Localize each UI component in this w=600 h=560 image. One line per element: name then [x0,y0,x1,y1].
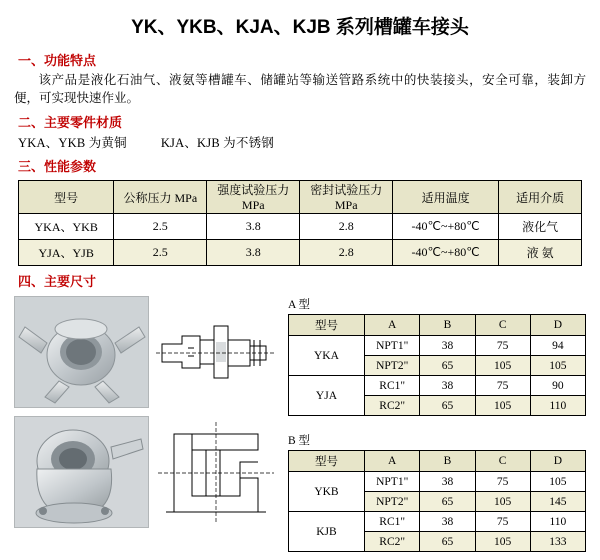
type-label-a: A 型 [288,299,311,311]
cell-model: YJA、YJB [19,240,114,266]
dimensions-section [0,296,600,548]
th-b: B [420,451,475,472]
table-row [289,336,586,356]
table-row [289,472,586,492]
cell-b: 38 [420,376,475,396]
cell-c: 75 [475,376,530,396]
product-photo-a [14,296,149,408]
th-strength-pressure: 强度试验压力 MPa [207,181,300,214]
cell-d: 133 [530,532,585,552]
material-line [0,131,600,151]
product-photo-b [14,416,149,528]
cell-model: YKB [289,472,365,512]
cell-a: RC2" [364,532,420,552]
cell-a: RC1" [364,376,420,396]
performance-table [18,180,582,266]
th-temperature: 适用温度 [393,181,499,214]
features-text: 该产品是液化石油气、液氨等槽罐车、储罐站等输送管路系统中的快装接头，安全可靠，装卸方便，可实现快速作业。 [14,73,586,105]
cell-b: 65 [420,356,475,376]
technical-drawing-b [154,416,278,528]
th-model: 型号 [19,181,114,214]
cell-model: YKA、YKB [19,214,114,240]
table-header-row [289,315,586,336]
table-row [19,214,582,240]
th-medium: 适用介质 [499,181,582,214]
cell-model: YJA [289,376,365,416]
table-row [289,376,586,396]
cell-b: 38 [420,512,475,532]
cell-seal-pressure: 2.8 [300,214,393,240]
cell-c: 105 [475,396,530,416]
technical-drawing-a [154,296,278,408]
cell-medium: 液 氨 [499,240,582,266]
cell-c: 75 [475,512,530,532]
dimension-table-b [288,450,586,552]
th-d: D [530,315,585,336]
cell-model: KJB [289,512,365,552]
th-b: B [420,315,475,336]
cell-b: 65 [420,532,475,552]
type-label-b: B 型 [288,435,311,447]
material-left: YKA、YKB 为黄铜 [18,136,127,150]
cell-nominal-pressure: 2.5 [114,240,207,266]
cell-strength-pressure: 3.8 [207,240,300,266]
cell-a: NPT1" [364,472,420,492]
table-row [289,512,586,532]
cell-b: 65 [420,492,475,512]
table-row [19,240,582,266]
page-title: YK、YKB、KJA、KJB 系列槽罐车接头 [131,17,469,38]
th-model: 型号 [289,451,365,472]
cell-c: 75 [475,472,530,492]
images-column [14,296,280,536]
cell-c: 75 [475,336,530,356]
th-d: D [530,451,585,472]
cell-temperature: -40℃~+80℃ [393,240,499,266]
section-heading-features: 一、功能特点 [18,53,97,68]
cell-c: 105 [475,492,530,512]
section-heading-material: 二、主要零件材质 [18,115,123,130]
cell-strength-pressure: 3.8 [207,214,300,240]
cell-d: 105 [530,356,585,376]
cell-seal-pressure: 2.8 [300,240,393,266]
th-seal-pressure: 密封试验压力 MPa [300,181,393,214]
photo-row-a [14,296,280,410]
cell-nominal-pressure: 2.5 [114,214,207,240]
cell-d: 110 [530,512,585,532]
cell-b: 38 [420,472,475,492]
dimension-block-a [288,296,588,416]
th-c: C [475,451,530,472]
cell-d: 145 [530,492,585,512]
cell-d: 105 [530,472,585,492]
cell-b: 65 [420,396,475,416]
section-heading-performance: 三、性能参数 [18,159,97,174]
cell-d: 110 [530,396,585,416]
cell-model: YKA [289,336,365,376]
cell-a: RC2" [364,396,420,416]
cell-a: NPT2" [364,356,420,376]
features-paragraph [0,69,600,107]
table-header-row [289,451,586,472]
table-header-row [19,181,582,214]
cell-b: 38 [420,336,475,356]
dimension-table-a [288,314,586,416]
cell-a: NPT2" [364,492,420,512]
section-heading-dimensions: 四、主要尺寸 [18,274,97,289]
material-right: KJA、KJB 为不锈钢 [160,136,274,150]
th-a: A [364,451,420,472]
photo-row-b [14,416,280,530]
th-c: C [475,315,530,336]
cell-c: 105 [475,356,530,376]
cell-d: 94 [530,336,585,356]
cell-medium: 液化气 [499,214,582,240]
cell-a: RC1" [364,512,420,532]
dimension-block-b [288,432,588,552]
tables-column [288,296,588,560]
th-nominal-pressure: 公称压力 MPa [114,181,207,214]
cell-temperature: -40℃~+80℃ [393,214,499,240]
th-a: A [364,315,420,336]
th-model: 型号 [289,315,365,336]
cell-d: 90 [530,376,585,396]
cell-a: NPT1" [364,336,420,356]
cell-c: 105 [475,532,530,552]
